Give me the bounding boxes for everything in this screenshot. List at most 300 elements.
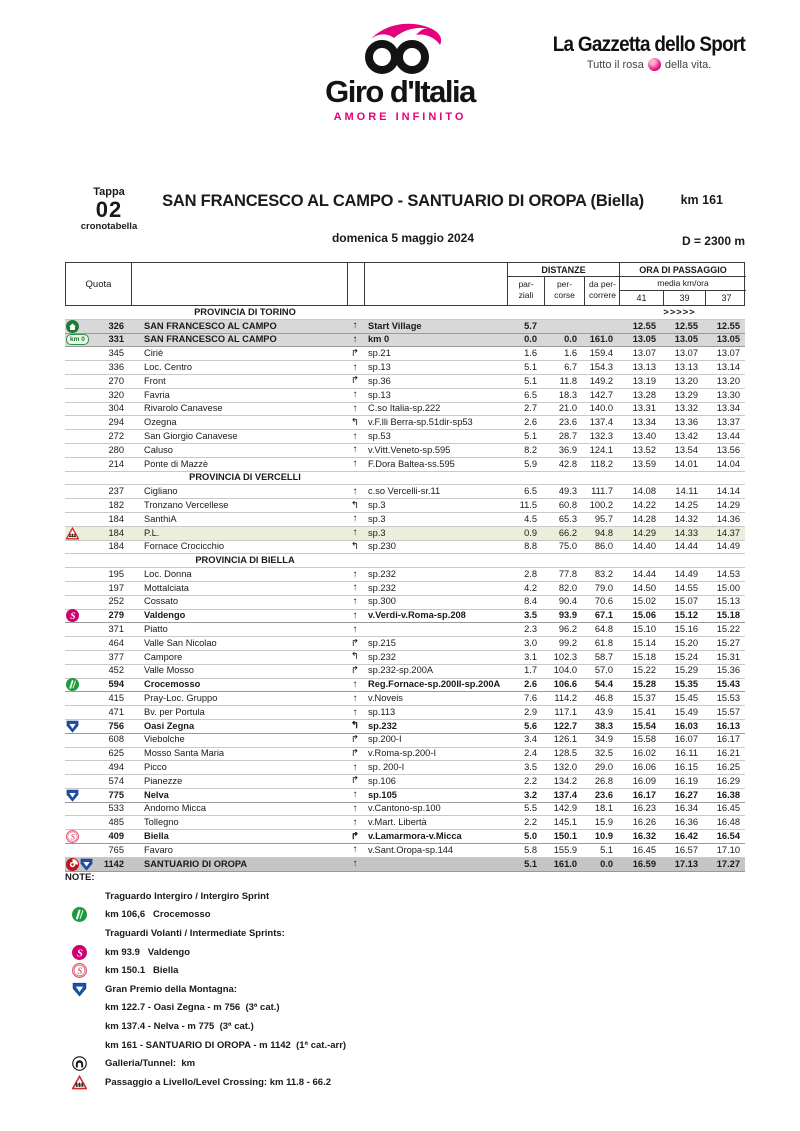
percorse-value: 161.0: [553, 859, 577, 869]
road-name: sp.53: [368, 431, 391, 441]
table-row: [65, 430, 745, 444]
time-37-value: 13.07: [716, 349, 740, 359]
note-icon-slot: [72, 945, 90, 960]
parziali-value: 2.6: [524, 680, 537, 690]
dapercorrere-value: 95.7: [594, 514, 613, 524]
right-arrow-icon: ↱: [350, 831, 360, 842]
table-row: [65, 347, 745, 361]
time-41-value: 13.05: [632, 335, 656, 345]
svg-text:S: S: [70, 832, 76, 842]
note-line: [65, 1073, 745, 1092]
locality-name: Caluso: [144, 445, 173, 455]
quota-value: 272: [108, 431, 124, 441]
table-row: [65, 444, 745, 458]
parziali-value: 5.0: [524, 832, 537, 842]
road-name: sp.232: [368, 721, 397, 731]
road-name: c.so Vercelli-sr.11: [368, 487, 441, 497]
quota-value: 197: [108, 583, 124, 593]
right-arrow-icon: ↱: [350, 376, 360, 387]
section-row: [65, 554, 745, 568]
percorse-value: 142.9: [553, 804, 577, 814]
media-header: media km/ora: [657, 278, 709, 288]
locality-name: Oasi Zegna: [144, 721, 195, 731]
road-name: sp.232: [368, 652, 396, 662]
time-41-value: 15.37: [632, 694, 656, 704]
time-37-value: 13.20: [716, 376, 740, 386]
road-name: sp.21: [368, 349, 391, 359]
time-41-value: 15.02: [632, 597, 656, 607]
row-icons: [65, 858, 95, 871]
locality-name: Ciriè: [144, 349, 164, 359]
up-arrow-icon: ↑: [352, 845, 358, 856]
up-arrow-icon: ↑: [352, 693, 358, 704]
parziali-value: 6.5: [524, 487, 537, 497]
percorse-value: 128.5: [553, 749, 577, 759]
road-name: sp.36: [368, 376, 391, 386]
table-row: [65, 816, 745, 830]
parziali-value: 5.9: [524, 459, 537, 469]
percorse-value: 0.0: [564, 335, 577, 345]
locality-name: Favria: [144, 390, 170, 400]
parziali-value: 4.5: [524, 514, 537, 524]
up-arrow-icon: ↑: [352, 390, 358, 401]
dapercorrere-value: 83.2: [594, 569, 613, 579]
locality-name: Crocemosso: [144, 680, 201, 690]
row-icons: [65, 334, 95, 347]
time-41-value: 13.40: [632, 431, 656, 441]
quota-value: 184: [108, 542, 124, 552]
time-41-value: 14.44: [632, 569, 656, 579]
parziali-value: 5.1: [524, 362, 537, 372]
locality-name: Fornace Crocicchio: [144, 542, 225, 552]
time-41-value: 14.40: [632, 542, 656, 552]
percorse-value: 96.2: [558, 625, 577, 635]
locality-name: Front: [144, 376, 166, 386]
road-name: sp.232: [368, 569, 396, 579]
table-row: [65, 623, 745, 637]
dapercorrere-value: 61.8: [594, 638, 613, 648]
time-41-value: 16.09: [632, 776, 656, 786]
road-name: sp.3: [368, 528, 386, 538]
note-line: [65, 961, 745, 980]
time-39-value: 16.34: [674, 804, 698, 814]
table-row: [65, 499, 745, 513]
locality-name: Piatto: [144, 625, 168, 635]
dapercorrere-value: 149.2: [589, 376, 613, 386]
percorse-value: 102.3: [553, 652, 577, 662]
time-39-value: 13.05: [674, 335, 698, 345]
road-name: Start Village: [368, 321, 422, 331]
time-41-value: 16.17: [632, 790, 656, 800]
time-37-value: 15.36: [716, 666, 740, 676]
locality-name: Ozegna: [144, 418, 177, 428]
time-41-value: 13.59: [632, 459, 656, 469]
quota-value: 326: [108, 321, 124, 331]
parziali-value: 4.2: [524, 583, 537, 593]
locality-name: Cossato: [144, 597, 179, 607]
table-row: [65, 706, 745, 720]
dapercorrere-value: 46.8: [594, 694, 613, 704]
road-name: sp.232-sp.200A: [368, 666, 434, 676]
parziali-value: 5.7: [524, 321, 537, 331]
notes-list: [65, 887, 745, 1092]
km0-icon: km 0: [66, 334, 79, 347]
note-text: Traguardi Volanti / Intermediate Sprints:: [105, 927, 285, 939]
section-row: [65, 306, 745, 320]
up-arrow-icon: ↑: [352, 334, 358, 345]
table-row: [65, 830, 745, 844]
parziali-value: 3.5: [524, 611, 537, 621]
time-41-value: 15.58: [632, 735, 656, 745]
table-row: [65, 665, 745, 679]
percorse-value: 122.7: [553, 721, 577, 731]
quota-value: 765: [108, 845, 124, 855]
dapercorrere-value: 18.1: [594, 804, 613, 814]
section-marker: >>>>>: [663, 307, 696, 317]
parziali-value: 3.1: [524, 652, 537, 662]
parziali-value: 2.4: [524, 749, 537, 759]
note-text: km 150.1 Biella: [105, 965, 179, 977]
stage-date: domenica 5 maggio 2024: [331, 231, 475, 245]
road-name: sp.215: [368, 638, 396, 648]
parziali-value: 2.9: [524, 707, 537, 717]
road-name: km 0: [368, 335, 390, 345]
road-name: sp.230: [368, 542, 396, 552]
locality-name: San Giorgio Canavese: [144, 431, 238, 441]
gazzetta-sub-right: della vita.: [664, 58, 712, 71]
percorse-value: 134.2: [553, 776, 577, 786]
dapercorrere-value: 64.8: [594, 625, 613, 635]
parziali-value: 0.9: [524, 528, 537, 538]
quota-value: 252: [108, 597, 124, 607]
locality-name: Tollegno: [144, 818, 179, 828]
locality-name: Biella: [144, 832, 169, 842]
road-name: v.Roma-sp.200-I: [368, 749, 437, 759]
section-label: PROVINCIA DI BIELLA: [195, 556, 295, 566]
table-row: [65, 789, 745, 803]
sprint-icon: [66, 609, 79, 622]
speed-41-header: 41: [636, 293, 647, 303]
dapercorrere-value: 38.3: [594, 721, 613, 731]
percorse-value: 18.3: [558, 390, 577, 400]
left-arrow-icon: ↰: [350, 417, 360, 428]
time-39-value: 13.13: [674, 362, 698, 372]
dapercorrere-value: 161.0: [589, 335, 613, 345]
locality-name: Valle Mosso: [144, 666, 194, 676]
time-41-value: 14.50: [632, 583, 656, 593]
time-39-value: 15.35: [674, 680, 698, 690]
parziali-value: 8.2: [524, 445, 537, 455]
percorse-value: 117.1: [554, 707, 577, 717]
table-row: [65, 596, 745, 610]
stage-title-block: [153, 186, 653, 245]
parziali-value: 2.3: [524, 625, 537, 635]
up-arrow-icon: ↑: [352, 445, 358, 456]
road-name: v.Noveis: [368, 694, 403, 704]
dapercorrere-value: 94.8: [594, 528, 613, 538]
time-37-value: 15.18: [716, 611, 740, 621]
dapercorrere-value: 86.0: [594, 542, 613, 552]
svg-text:S: S: [77, 967, 83, 978]
locality-name: Mottalciata: [144, 583, 189, 593]
locality-name: Nelva: [144, 790, 169, 800]
quota-header: Quota: [66, 263, 132, 306]
time-39-value: 15.29: [674, 666, 698, 676]
time-41-value: 14.08: [632, 487, 656, 497]
time-39-value: 16.36: [674, 818, 698, 828]
time-39-value: 14.55: [674, 583, 698, 593]
gpm-icon: [72, 982, 87, 997]
table-row: [65, 720, 745, 734]
note-line: [65, 943, 745, 962]
speed-headers: [620, 290, 746, 306]
row-icons: [65, 320, 95, 333]
intergiro-icon: [66, 678, 79, 691]
quota-value: 756: [108, 721, 124, 731]
time-41-value: 13.31: [632, 404, 656, 414]
time-39-value: 14.25: [674, 500, 698, 510]
left-arrow-icon: ↰: [350, 652, 360, 663]
time-41-value: 15.18: [632, 652, 656, 662]
quota-value: 270: [108, 376, 124, 386]
locality-name: Loc. Donna: [144, 569, 192, 579]
dapercorrere-value: 0.0: [600, 859, 613, 869]
locality-name: Ponte di Mazzè: [144, 459, 209, 469]
time-41-value: 16.32: [632, 832, 656, 842]
parziali-header: par- ziali: [518, 279, 534, 300]
quota-value: 280: [108, 445, 124, 455]
time-39-value: 16.57: [674, 845, 698, 855]
note-icon-slot: [72, 982, 90, 997]
up-arrow-icon: ↑: [352, 528, 358, 539]
percorse-value: 60.8: [558, 500, 577, 510]
locality-name: Valle San Nicolao: [144, 638, 217, 648]
time-37-value: 16.48: [716, 818, 740, 828]
time-37-value: 14.04: [716, 459, 740, 469]
parziali-value: 5.5: [524, 804, 537, 814]
table-row: [65, 858, 745, 872]
up-arrow-icon: ↑: [352, 679, 358, 690]
parziali-value: 1.6: [524, 349, 537, 359]
parziali-value: 8.4: [524, 597, 537, 607]
time-37-value: 14.53: [716, 569, 740, 579]
time-39-value: 14.49: [674, 569, 698, 579]
dapercorrere-value: 58.7: [594, 652, 613, 662]
road-name: sp.200-I: [368, 735, 402, 745]
time-41-value: 13.13: [632, 362, 656, 372]
parziali-value: 5.1: [524, 859, 537, 869]
road-name: sp.300: [368, 597, 396, 607]
start-village-icon: [66, 320, 79, 333]
time-39-value: 16.11: [675, 749, 698, 759]
time-39-value: 15.07: [674, 597, 698, 607]
section-label: PROVINCIA DI VERCELLI: [189, 473, 301, 483]
stage-header: [65, 186, 745, 248]
crossing-icon: [72, 1075, 87, 1090]
note-line: [65, 924, 745, 943]
time-39-value: 16.42: [674, 832, 698, 842]
right-arrow-icon: ↱: [350, 748, 360, 759]
dapercorrere-value: 29.0: [594, 763, 613, 773]
note-icon-slot: [72, 963, 90, 978]
time-39-value: 14.44: [674, 542, 698, 552]
finish-icon: [66, 858, 79, 871]
dapercorrere-value: 154.3: [589, 362, 613, 372]
right-arrow-icon: ↱: [350, 348, 360, 359]
note-text: km 93.9 Valdengo: [105, 946, 191, 958]
parziali-value: 2.2: [524, 818, 537, 828]
table-row: [65, 582, 745, 596]
table-row: [65, 458, 745, 472]
dapercorrere-value: 43.9: [594, 707, 613, 717]
speed-37-header: 37: [705, 291, 747, 306]
gpm-icon: [80, 858, 93, 871]
road-name: sp.232: [368, 583, 396, 593]
up-arrow-icon: ↑: [352, 610, 358, 621]
road-name: sp.3: [368, 514, 386, 524]
distanze-header: DISTANZE: [508, 263, 619, 277]
parziali-value: 5.8: [524, 845, 537, 855]
percorse-value: 114.2: [554, 694, 577, 704]
parziali-value: 2.6: [524, 418, 537, 428]
time-41-value: 16.26: [632, 818, 656, 828]
time-39-value: 16.19: [674, 776, 698, 786]
table-row: [65, 748, 745, 762]
percorse-value: 90.4: [558, 597, 577, 607]
time-37-value: 16.45: [716, 804, 740, 814]
quota-value: 1142: [103, 859, 124, 869]
percorse-value: 77.8: [558, 569, 577, 579]
up-arrow-icon: ↑: [352, 859, 358, 870]
time-41-value: 16.45: [632, 845, 656, 855]
giro-logo-subtitle: AMORE INFINITO: [333, 111, 467, 123]
parziali-value: 2.2: [524, 776, 537, 786]
road-name: sp.3: [368, 500, 386, 510]
row-icons: [65, 609, 95, 622]
gazzetta-logo-title: La Gazzetta dello Sport: [552, 33, 746, 56]
quota-value: 214: [108, 459, 124, 469]
note-line: [65, 1054, 745, 1073]
time-37-value: 15.27: [716, 638, 740, 648]
table-row: [65, 692, 745, 706]
stage-number-block: [65, 186, 153, 233]
time-37-value: 12.55: [716, 321, 740, 331]
dapercorrere-value: 142.7: [589, 390, 613, 400]
road-name: F.Dora Baltea-ss.595: [368, 459, 455, 469]
pink-ball-icon: [648, 58, 661, 71]
time-41-value: 13.52: [632, 445, 656, 455]
road-name: sp.105: [368, 790, 397, 800]
time-41-value: 13.28: [632, 390, 656, 400]
table-row: [65, 541, 745, 555]
time-37-value: 15.13: [716, 597, 740, 607]
road-name: v.Cantono-sp.100: [368, 804, 441, 814]
time-37-value: 15.31: [716, 652, 740, 662]
time-41-value: 14.22: [632, 500, 656, 510]
note-icon-slot: [72, 907, 90, 922]
parziali-value: 2.8: [524, 569, 537, 579]
up-arrow-icon: ↑: [352, 403, 358, 414]
quota-value: 336: [108, 362, 124, 372]
note-text: Galleria/Tunnel: km: [105, 1058, 196, 1070]
row-icons: [65, 789, 95, 802]
time-37-value: 14.36: [716, 514, 740, 524]
quota-value: 415: [108, 694, 124, 704]
note-line: [65, 1036, 745, 1055]
locality-name: P.L.: [144, 528, 160, 538]
percorse-value: 93.9: [558, 611, 577, 621]
up-arrow-icon: ↑: [352, 762, 358, 773]
giro-logo-title: Giro d'Italia: [325, 74, 475, 109]
note-text: km 122.7 - Oasi Zegna - m 756 (3ª cat.): [105, 1002, 280, 1014]
section-row: [65, 472, 745, 486]
time-37-value: 13.37: [716, 418, 740, 428]
locality-name: Viebolche: [144, 735, 185, 745]
notes-label: NOTE:: [65, 872, 95, 883]
dapercorrere-value: 70.6: [594, 597, 613, 607]
locality-name: Valdengo: [144, 611, 186, 621]
table-row: [65, 679, 745, 693]
dapercorrere-value: 132.3: [589, 431, 613, 441]
dapercorrere-value: 5.1: [600, 845, 613, 855]
dapercorrere-value: 124.1: [589, 445, 613, 455]
gazzetta-logo: [542, 33, 756, 71]
time-39-value: 15.24: [674, 652, 698, 662]
locality-name: Favaro: [144, 845, 173, 855]
time-39-value: 14.01: [674, 459, 698, 469]
table-row: [65, 637, 745, 651]
time-39-value: 13.54: [674, 445, 698, 455]
gazzetta-sub-left: Tutto il rosa: [586, 58, 644, 71]
locality-name: Andorno Micca: [144, 804, 207, 814]
notes-section: [65, 872, 745, 1092]
time-39-value: 13.42: [674, 431, 698, 441]
table-row: [65, 527, 745, 541]
locality-name: Bv. per Portula: [144, 707, 205, 717]
svg-text:S: S: [70, 611, 76, 622]
quota-value: 294: [108, 418, 124, 428]
quota-value: 184: [108, 528, 124, 538]
distanze-subheaders: [508, 277, 619, 306]
time-41-value: 16.06: [632, 763, 656, 773]
dapercorrere-value: 15.9: [594, 818, 613, 828]
dapercorrere-value: 10.9: [594, 832, 613, 842]
time-37-value: 15.53: [716, 694, 740, 704]
note-line: [65, 999, 745, 1018]
tunnel-icon: [72, 1056, 87, 1071]
time-41-value: 12.55: [632, 321, 656, 331]
time-39-value: 16.03: [674, 721, 698, 731]
quota-value: 494: [108, 763, 124, 773]
time-41-value: 13.34: [632, 418, 656, 428]
road-name: Reg.Fornace-sp.200II-sp.200A: [368, 680, 501, 690]
quota-value: 485: [108, 818, 124, 828]
time-37-value: 15.43: [716, 680, 740, 690]
time-41-value: 13.19: [632, 376, 656, 386]
quota-value: 775: [108, 790, 124, 800]
road-name: v.Sant.Oropa-sp.144: [368, 845, 454, 855]
parziali-value: 2.7: [524, 404, 537, 414]
dapercorrere-header: da per- correre: [584, 277, 620, 306]
time-37-value: 16.54: [716, 832, 740, 842]
quota-value: 452: [108, 666, 124, 676]
dapercorrere-value: 100.2: [589, 500, 613, 510]
sprint-outline-icon: [66, 830, 79, 843]
dapercorrere-value: 57.0: [594, 666, 613, 676]
quota-value: 195: [108, 569, 124, 579]
up-arrow-icon: ↑: [352, 624, 358, 635]
time-41-value: 14.29: [632, 528, 656, 538]
